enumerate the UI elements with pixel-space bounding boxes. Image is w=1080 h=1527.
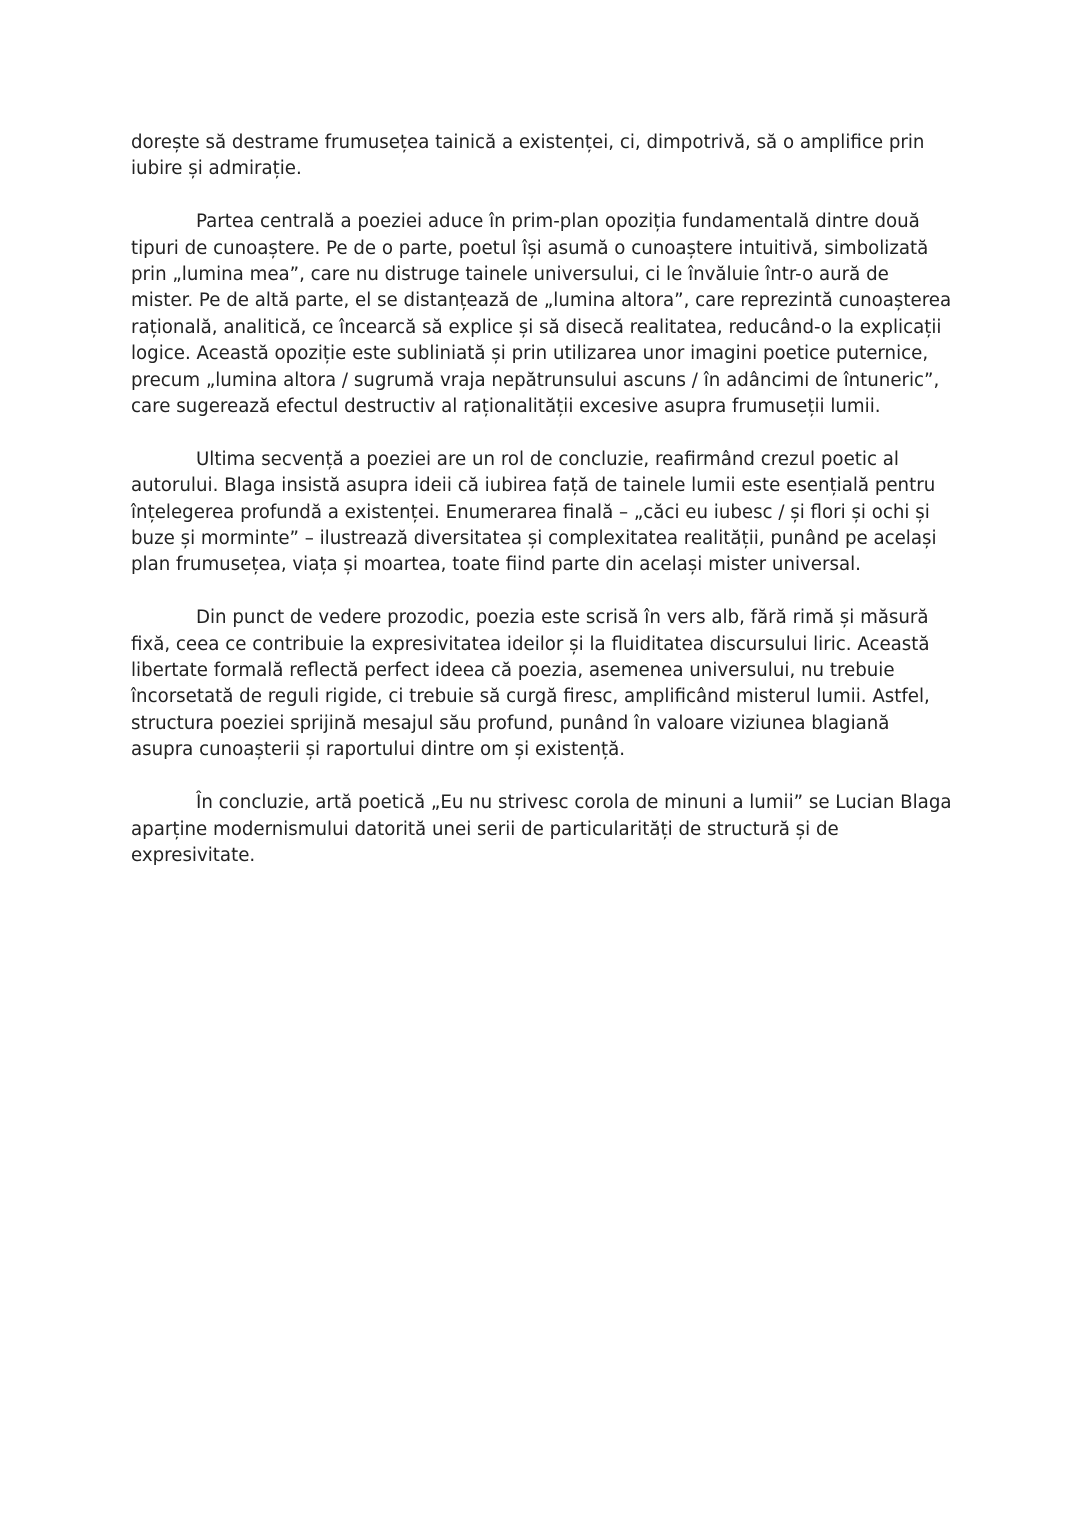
paragraph-continuation: dorește să destrame frumusețea tainică a existenței, ci, dimpotrivă, să o amplifice prin iubire și admirație. <box>131 132 925 180</box>
document-body <box>131 130 953 896</box>
paragraph-final-sequence: Ultima secvență a poeziei are un rol de concluzie, reafirmând crezul poetic al autorului. Blaga insistă asupra ideii că iubirea față de tainele lumii este esențială pentru înțelegerea profundă a existenței. Enumerarea finală – „căci eu iubesc / și flori și ochi și buze și morminte” – ilustrează diversitatea și complexitatea realității, punând pe același plan frumusețea, viața și moartea, toate fiind parte din același mister universal. <box>131 448 937 576</box>
paragraph-prosody: Din punct de vedere prozodic, poezia este scrisă în vers alb, fără rimă și măsură fixă, ceea ce contribuie la expresivitatea ideilor și la fluiditatea discursului liric. Această libertate formală reflectă perfect ideea că poezia, asemenea universului, nu trebuie încorsetată de reguli rigide, ci trebuie să curgă firesc, amplificând misterul lumii. Astfel, structura poeziei sprijină mesajul său profund, punând în valoare viziunea blagiană asupra cunoașterii și raportului dintre om și existență. <box>131 607 930 761</box>
paragraph-conclusion: În concluzie, artă poetică „Eu nu strivesc corola de minuni a lumii” se Lucian Blaga aparține modernismului datorită unei serii de particularități de structură și de expresivitate. <box>131 792 952 866</box>
paragraph-central-part: Partea centrală a poeziei aduce în prim-plan opoziția fundamentală dintre două tipuri de cunoaștere. Pe de o parte, poetul își asumă o cunoaștere intuitivă, simbolizată prin „lumina mea”, care nu distruge tainele universului, ci le învăluie într-o aură de mister. Pe de altă parte, el se distanțează de „lumina altora”, care reprezintă cunoașterea rațională, analitică, ce încearcă să explice și să disecă realitatea, reducând-o la explicații logice. Această opoziție este subliniată și prin utilizarea unor imagini poetice puternice, precum „lumina altora / sugrumă vraja nepătrunsului ascuns / în adâncimi de întuneric”, care sugerează efectul destructiv al raționalității excesive asupra frumuseții lumii. <box>131 211 952 418</box>
